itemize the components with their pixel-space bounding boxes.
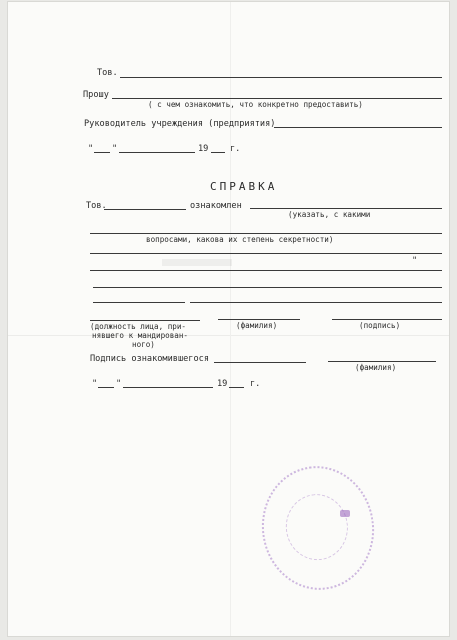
bottom-year-prefix: 19 <box>217 379 228 389</box>
acquainted-surname-label: (фамилия) <box>355 363 397 372</box>
tov-name-line[interactable] <box>120 77 442 78</box>
bottom-year-line[interactable] <box>229 387 244 388</box>
acquainted-surname-line[interactable] <box>328 361 436 362</box>
date-day-line[interactable] <box>94 152 110 153</box>
spravka-name-line[interactable] <box>104 209 186 210</box>
fold-crease <box>8 335 449 336</box>
details-line-5b[interactable] <box>190 302 442 303</box>
proshu-line[interactable] <box>112 98 442 99</box>
head-signature-line[interactable] <box>274 127 442 128</box>
bottom-date-month-line[interactable] <box>123 387 213 388</box>
details-line-5a[interactable] <box>93 302 185 303</box>
position-label-2: нявшего к мандирован- <box>92 331 189 340</box>
bottom-date-day-line[interactable] <box>98 387 114 388</box>
document-title: СПРАВКА <box>210 180 278 193</box>
stamp-ink-mark <box>340 510 350 517</box>
proshu-hint: ( с чем ознакомить, что конкретно предоставить) <box>148 100 363 109</box>
faint-mark <box>162 259 232 266</box>
spravka-hint-1: (указать, с какими <box>288 210 371 219</box>
familiarized-line[interactable] <box>250 208 442 209</box>
position-label-3: ного) <box>132 340 155 349</box>
acquainted-label: Подпись ознакомившегося <box>90 354 209 364</box>
details-line-3[interactable] <box>90 270 442 271</box>
details-line-1[interactable] <box>90 233 442 234</box>
head-label: Руководитель учреждения (предприятия) <box>84 119 276 129</box>
year-line[interactable] <box>211 152 225 153</box>
familiarized-label: ознакомлен <box>190 201 242 211</box>
signature-line[interactable] <box>332 319 442 320</box>
position-label-1: (должность лица, при- <box>90 322 187 331</box>
signature-label: (подпись) <box>359 321 401 330</box>
year-suffix: г. <box>230 144 241 154</box>
proshu-label: Прошу <box>83 90 109 100</box>
position-line[interactable] <box>90 320 200 321</box>
stray-quote-mark: " <box>412 256 418 266</box>
spravka-tov-label: Тов. <box>86 201 107 211</box>
bottom-date-quote-mid: " <box>116 379 122 389</box>
bottom-date-quote-open: " <box>92 379 98 389</box>
date-month-line[interactable] <box>119 152 195 153</box>
spravka-hint-2: вопросами, какова их степень секретности) <box>146 235 334 244</box>
year-prefix: 19 <box>198 144 209 154</box>
date-quote-mid: " <box>112 144 118 154</box>
tov-label: Тов. <box>97 68 118 78</box>
acquainted-signature-line[interactable] <box>214 362 306 363</box>
surname-line[interactable] <box>218 319 300 320</box>
details-line-4[interactable] <box>93 287 442 288</box>
bottom-year-suffix: г. <box>250 379 261 389</box>
surname-label: (фамилия) <box>236 321 278 330</box>
details-line-2[interactable] <box>90 253 442 254</box>
date-quote-open: " <box>88 144 94 154</box>
